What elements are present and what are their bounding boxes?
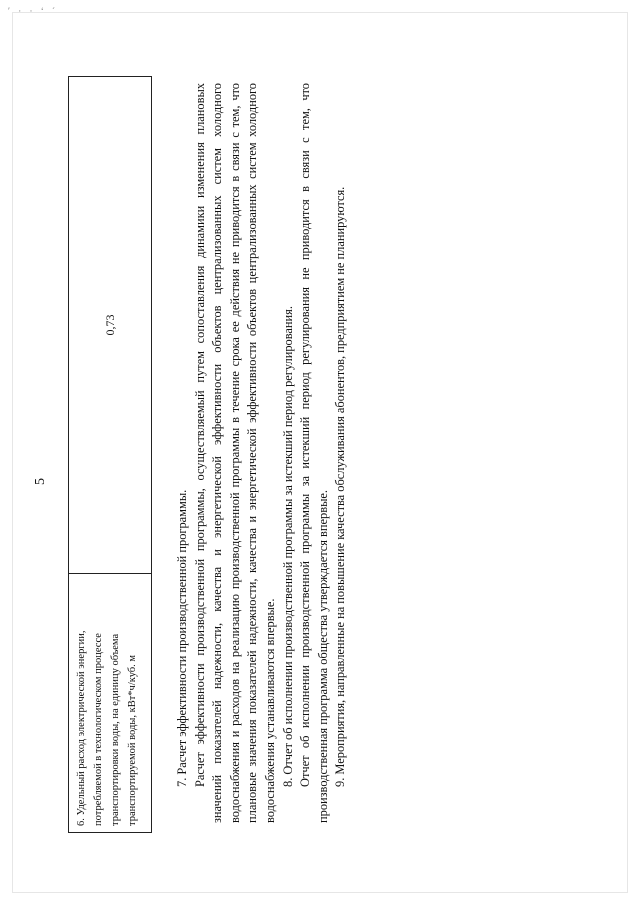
section-7-heading: 7. Расчет эффективности производственной программы.	[175, 489, 189, 787]
indicator-label-cell: 6. Удельный расход электрической энергии, потребляемой в технологическом процессе транспортировки воды, на единицу объема транспортируемой воды, кВт*ч/куб. м	[69, 573, 151, 832]
section-8-paragraph: Отчет об исполнении производственной программы за истекший период регулирования не приводится в связи с тем, что производственная программа общества утверждается впервые.	[298, 83, 330, 823]
section-8-heading: 8. Отчет об исполнении производственной программы за истекший период регулирования.	[280, 306, 295, 787]
indicator-value-cell	[69, 77, 151, 573]
page-number: 5	[33, 478, 48, 485]
document-body	[174, 83, 350, 823]
indicator-value: 0,73	[102, 314, 117, 336]
section-9-paragraph: 9. Мероприятия, направленные на повышение качества обслуживания абонентов, предприятием не планируются.	[333, 186, 348, 787]
scan-artifacts: ′ · · ‘ ˊ	[8, 6, 58, 16]
indicator-table	[68, 76, 152, 833]
section-7-paragraph: Расчет эффективности производственной программы, осуществляемый путем сопоставления динамики изменения плановых значений показателей надежности, качества и энергетической эффективности объектов централизованных систем холодного водоснабжения и расходов на реализацию производственной программы в течение срока ее действия не приводится в связи с тем, что плановые значения показателей надежности, качества и энергетической эффективности объектов централизованных систем холодного водоснабжения устанавливаются впервые.	[192, 83, 277, 823]
